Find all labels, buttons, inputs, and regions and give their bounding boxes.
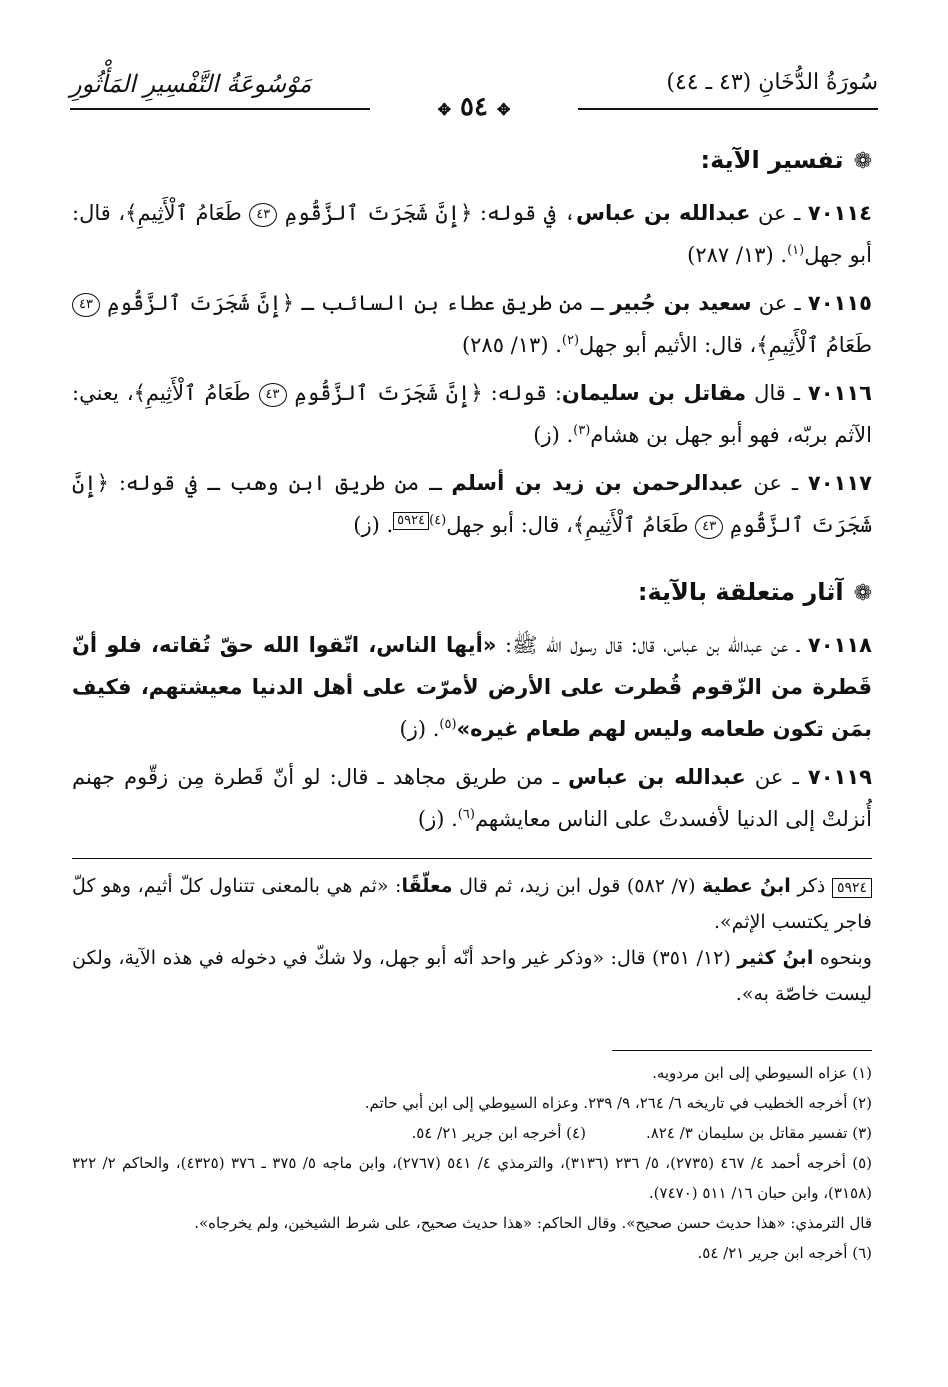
ayah-marker: ٤٣ [259,383,287,407]
note-paragraph [72,868,872,940]
page-number-group [424,92,525,122]
star-ornament-icon: ❁ [853,581,872,606]
surah-title: سُورَةُ الدُّخَانِ (٤٣ ـ ٤٤) [666,70,878,95]
entry-text: ـ من طريق ابن وهب ـ في قوله: [108,471,452,495]
header-rule-left [70,108,370,110]
narration-entry [72,282,872,366]
entry-number: ٧٠١١٤ [807,201,872,225]
ayah-marker: ٤٣ [249,203,277,227]
entry-text: ـ عن [743,471,808,495]
section-heading [72,578,872,606]
entry-text: ، في قوله: [472,201,577,225]
entry-number: ٧٠١١٦ [807,381,872,405]
entry-text: ، يعني: الآثم بربّه، فهو أبو جهل بن هشام [72,381,872,447]
narrator-name: عبدالرحمن بن زيد بن أسلم [451,471,744,495]
source-ref: . (ز) [417,807,458,831]
narration-entry [72,462,872,546]
note-divider [72,858,872,859]
entry-number: ٧٠١١٩ [807,765,872,789]
footnote: (٦) أخرجه ابن جرير ٢١/ ٥٤. [697,1244,872,1262]
ornament-icon: ✥ [497,100,511,119]
quran-text: طَعَامُ ٱلْأَثِيمِ﴾ [756,333,872,357]
footnote: (١) عزاه السيوطي إلى ابن مردويه. [652,1064,872,1082]
quran-text: ﴿إِنَّ شَجَرَتَ ٱلزَّقُّومِ [284,201,473,225]
footnote: (٥) أخرجه أحمد ٤/ ٤٦٧ (٢٧٣٥)، ٥/ ٢٣٦ (٣١٣٦)، والترمذي ٤/ ٥٤١ (٢٧٦٧)، وابن ماجه ٥/ ٣٧٥ ـ ٣٧٦ (٤٣٢٥)، والحاكم ٢/ ٣٢٢ (٣١٥٨)، وابن حبان ١٦/ ٥١١ (٧٤٧٠). [72,1154,873,1202]
narration-entry [72,624,872,750]
scholar-name: ابنُ كثير [737,947,814,969]
footnote-divider [612,1050,872,1051]
entry-text: ، قال: أبو جهل [446,513,573,537]
footnote: (٣) تفسير مقاتل بن سليمان ٣/ ٨٢٤. [645,1124,872,1142]
footnotes [72,1058,872,1268]
entry-text: ، قال: الأثيم أبو جهل [579,333,757,357]
narration-entry [72,372,872,456]
entry-number: ٧٠١١٨ [807,633,872,657]
footnote-row [72,1118,872,1148]
source-ref: . (ز) [533,423,574,447]
entry-text: ـ قال [746,381,808,405]
source-ref: . (ز) [399,717,440,741]
footnote-marker: (٥) [439,717,457,732]
footnote: (٢) أخرجه الخطيب في تاريخه ٦/ ٢٦٤، ٩/ ٢٣٩. وعزاه السيوطي إلى ابن أبي حاتم. [364,1094,872,1112]
commentary-box-ref: ٥٩٢٤ [832,878,872,898]
ayah-marker: ٤٣ [72,293,100,317]
narration-entry [72,192,872,276]
ayah-marker: ٤٣ [695,515,723,539]
narrator-name: عبدالله بن عباس [568,765,746,789]
note-text: ذكر [790,875,832,897]
note-paragraph [72,940,872,1012]
footnote-marker: (٣) [573,423,591,438]
quran-text: ﴿إِنَّ شَجَرَتَ ٱلزَّقُّومِ [72,471,872,537]
hadith-text: «أيها الناس، اتّقوا الله حقّ تُقاته، فلو أنّ قَطرة من الزّقوم قُطرت على الأرض لأمرّت على أهل الدنيا معيشتهم، فكيف بمَن تكون طعامه وليس لهم طعام غيره» [72,633,872,741]
narrator-name: عبدالله بن عباس [576,201,751,225]
running-header [70,66,878,122]
note-text: : «ثم هي بالمعنى تتناول كلّ أثيم، وهو كلّ فاجر يكتسب الإثم». [72,875,872,933]
entry-text: ـ عن [751,291,808,315]
quran-text: ﴿إِنَّ شَجَرَتَ ٱلزَّقُّومِ [107,291,295,315]
note-text: (٧/ ٥٨٢) قول ابن زيد، ثم قال [452,875,703,897]
entry-number: ٧٠١١٧ [807,471,872,495]
source-ref: . (١٣/ ٢٨٥) [461,333,562,357]
narrator-name: مقاتل بن سليمان [561,381,747,405]
section-spacer [72,552,872,578]
commentary-box-ref: ٥٩٢٤ [393,512,429,530]
section-heading [72,146,872,174]
footnote: (٤) أخرجه ابن جرير ٢١/ ٥٤. [411,1124,586,1142]
footnote: قال الترمذي: «هذا حديث حسن صحيح». وقال الحاكم: «هذا حديث صحيح، على شرط الشيخين، ولم يخرجاه». [194,1214,872,1232]
entry-text: ـ عن عبدالله بن عباس، قال: قال رسول الله ﷺ: [496,633,808,657]
ornament-icon: ✥ [437,100,451,119]
narrator-name: سعيد بن جُبير [610,291,752,315]
star-ornament-icon: ❁ [853,149,872,174]
commentary-note [72,868,872,1012]
footnote-marker: (٤) [429,513,447,528]
main-content [72,146,872,846]
footnote-marker: (٦) [457,807,475,822]
section-heading-text: تفسير الآية: [700,146,844,174]
quran-text: طَعَامُ ٱلْأَثِيمِ﴾ [133,381,251,405]
source-ref: . (١٣/ ٢٨٧) [687,243,788,267]
narration-entry [72,756,872,840]
page-number: ٥٤ [460,92,488,122]
quran-text: طَعَامُ ٱلْأَثِيمِ﴾ [125,201,242,225]
source-ref: . (ز) [353,513,394,537]
footnote-marker: (٢) [561,333,580,348]
note-text: (١٢/ ٣٥١) قال: «وذكر غير واحد أنّه أبو جهل، ولا شكّ في دخوله في هذه الآية، ولكن ليست خاصّة به». [72,947,872,1005]
book-title: مَوْسُوعَةُ التَّفْسِيرِ المَأْثُورِ [70,70,312,98]
entry-text: ، قال: أبو جهل [72,201,872,267]
footnote-marker: (١) [787,243,805,258]
entry-text: ـ من طريق عطاء بن السائب ـ [294,291,611,315]
quran-text: طَعَامُ ٱلْأَثِيمِ﴾ [572,513,689,537]
note-text: وبنحوه [813,947,872,969]
entry-text: ـ عن [745,765,808,789]
entry-text: : قوله: [482,381,562,405]
note-emphasis: معلّقًا [401,875,453,897]
section-heading-text: آثار متعلقة بالآية: [637,578,844,606]
quran-text: ﴿إِنَّ شَجَرَتَ ٱلزَّقُّومِ [294,381,483,405]
entry-number: ٧٠١١٥ [807,291,872,315]
entry-text: ـ عن [750,201,808,225]
entry-text: ـ من طريق مجاهد ـ قال: لو أنّ قَطرة مِن زقّوم جهنم أُنزلتْ إلى الدنيا لأفسدتْ على الناس معايشهم [72,765,872,831]
header-rule-right [578,108,878,110]
scholar-name: ابنُ عطية [702,875,791,897]
